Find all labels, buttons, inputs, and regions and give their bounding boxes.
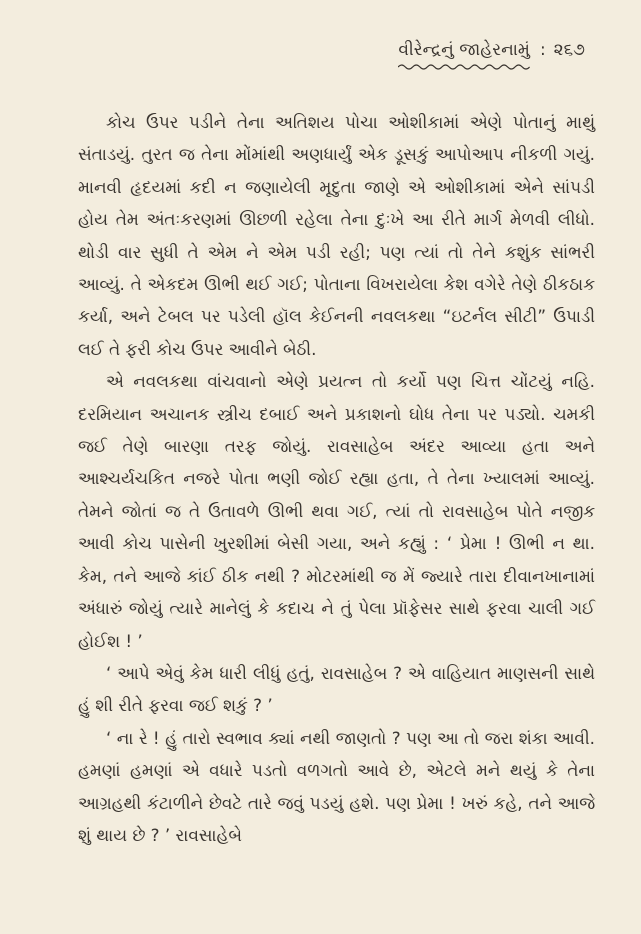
page-number: ૨૬૭ xyxy=(553,40,585,60)
body-text xyxy=(78,106,595,851)
paragraph-4: ‘ ના રે ! હું તારો સ્વભાવ ક્યાં નથી જાણતો ? પણ આ તો જરા શંકા આવી. હમણાં હમણાં એ વધારે પડતો વળગતો આવે છે, એટલે મને થયું કે તેના આગ્રહથી કંટાળીને છેવટે તારે જવું પડયું હશે. પણ પ્રેમા ! ખરું કહે, તને આજે શું થાય છે ? ’ રાવસાહેબે xyxy=(78,727,595,845)
chapter-title xyxy=(398,38,530,70)
running-head xyxy=(78,38,585,70)
paragraph-1: કોચ ઉપર પડીને તેના અતિશય પોચા ઓશીકામાં એણે પોતાનું માથું સંતાડયું. તુરત જ તેના મોંમાંથી અણધાર્યું એક ડૂસકું આપોઆપ નીકળી ગયું. માનવી હૃદયમાં કદી ન જણાયેલી મૃદુતા જાણે એ ઓશીકામાં એને સાંપડી હોય તેમ અંતઃકરણમાં ઊછળી રહેલા તેના દુઃખે આ રીતે માર્ગ મેળવી લીધો. થોડી વાર સુધી તે એમ ને એમ પડી રહી; પણ ત્યાં તો તેને કશુંક સાંભરી આવ્યું. તે એકદમ ઊભી થઈ ગઈ; પોતાના વિખરાયેલા કેશ વગેરે તેણે ઠીકઠાક કર્યા, અને ટેબલ પર પડેલી હૉલ કેઈનની નવલકથા “ઇટર્નલ સીટી” ઉપાડી લઈ તે ફરી કોચ ઉપર આવીને બેઠી. xyxy=(78,112,595,359)
paragraph-3: ‘ આપે એવું કેમ ધારી લીધું હતું, રાવસાહેબ ? એ વાહિયાત માણસની સાથે હું શી રીતે ફરવા જઈ શકું ? ’ xyxy=(78,662,595,716)
wavy-underline xyxy=(398,62,530,72)
paragraph-2: એ નવલકથા વાંચવાનો એણે પ્રયત્ન તો કર્યો પણ ચિત્ત ચોંટયું નહિ. દરમિયાન અચાનક સ્ત્રીચ દબાઈ અને પ્રકાશનો ઘોધ તેના પર પડ્યો. ચમકી જઈ તેણે બારણા તરફ જોયું. રાવસાહેબ અંદર આવ્યા હતા અને આશ્ચર્યચકિત નજરે પોતા ભણી જોઈ રહ્યા હતા, તે તેના ખ્યાલમાં આવ્યું. તેમને જોતાં જ તે ઉતાવળે ઊભી થવા ગઈ, ત્યાં તો રાવસાહેબ પોતે નજીક આવી કોચ પાસેની ખુરશીમાં બેસી ગયા, અને કહ્યું : ‘ પ્રેમા ! ઊભી ન થા. કેમ, તને આજે કાંઈ ઠીક નથી ? મોટરમાંથી જ મેં જ્યારે તારા દીવાનખાનામાં અંધારું જોયું ત્યારે માનેલું કે કદાચ ને તું પેલા પ્રૉફેસર સાથે ફરવા ચાલી ગઈ હોઈશ ! ’ xyxy=(78,371,595,651)
chapter-title-text: વીરેન્દ્રનું જાહેરનામું xyxy=(398,40,530,60)
running-head-separator: : xyxy=(539,40,546,60)
